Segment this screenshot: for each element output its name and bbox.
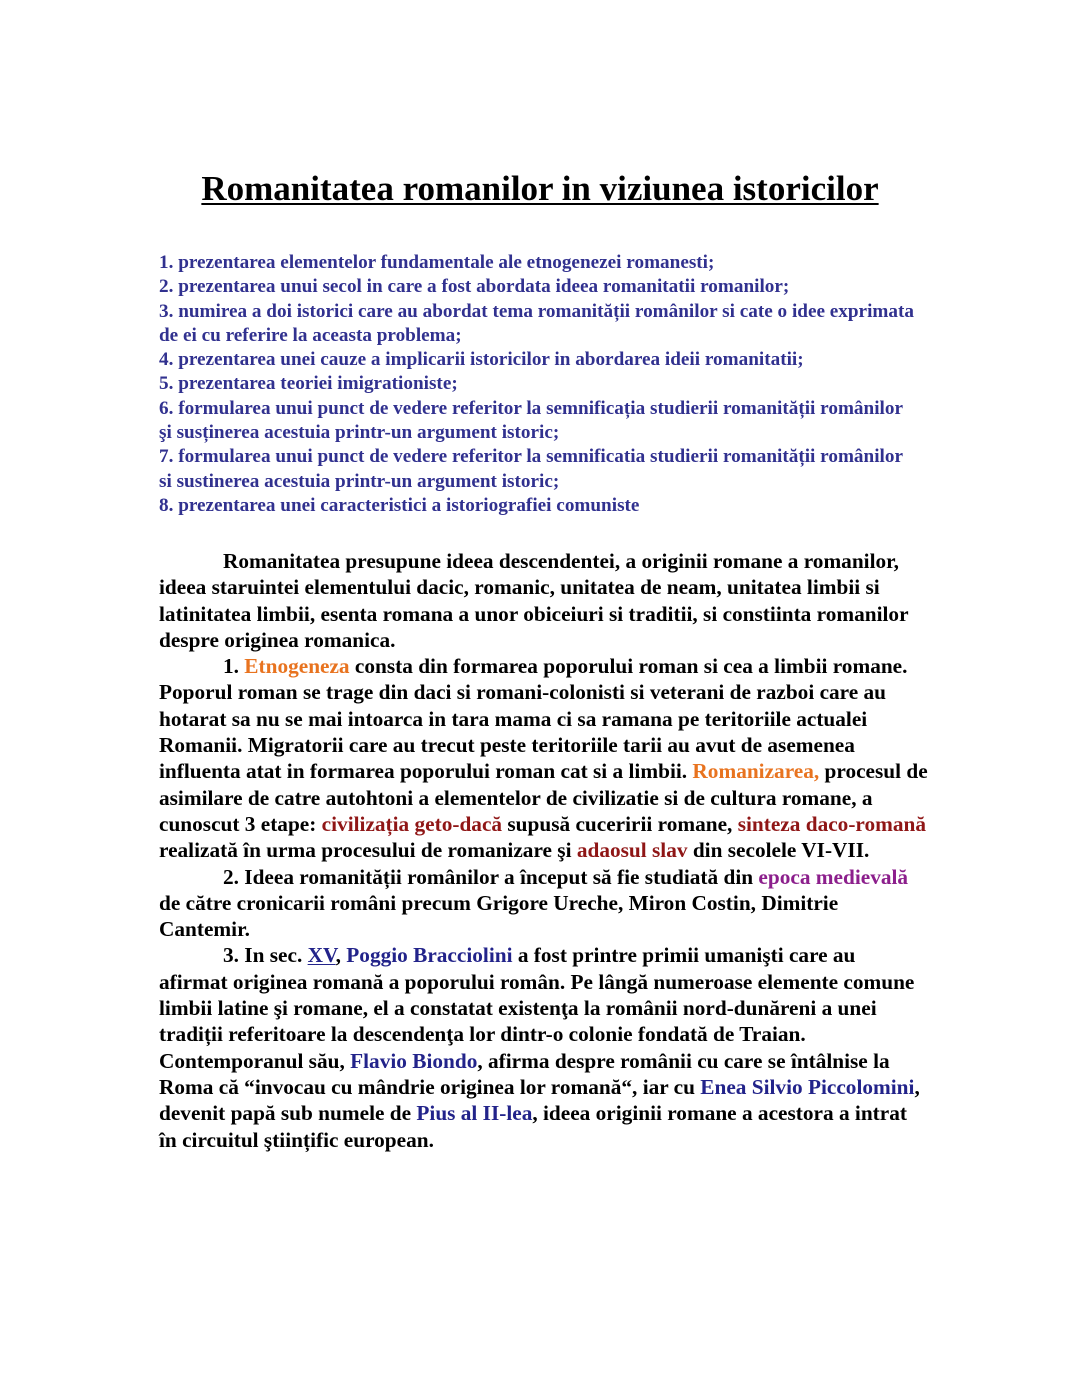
term-etnogeneza: Etnogeneza	[244, 654, 350, 679]
paragraph-umanisti	[159, 942, 929, 1152]
p1-text-1: consta din formarea poporului roman si cea a limbii romane. Poporul roman se trage din daci si romani-colonisti si veterani de razboi care au hotarat sa nu se mai intoarca in tara mama ci sa ramana pe teritoriile actualei Romanii. Migratorii care au trecut peste teritoriile tarii au avut de asemenea influenta atat in formarea poporului roman cat si a limbii.	[159, 654, 908, 784]
p2-text-1: 2. Ideea romanității românilor a început să fie studiată din	[223, 864, 759, 889]
p3-text-2: ,	[335, 943, 347, 968]
intro-paragraph: Romanitatea presupune ideea descendentei, a originii romane a romanilor, ideea staruintei elementului dacic, romanic, unitatea de neam, unitatea limbii si latinitatea limbii, esenta romana a unor obiceiuri si traditii, si constiinta romanilor despre originea romanica.	[159, 549, 909, 652]
p1-text-2: procesul de asimilare de catre autohtoni a elementelor de civilizatie si de cultura romane, a cunoscut 3 etape:	[159, 759, 928, 836]
p1-text-3: supusă cuceririi romane,	[502, 811, 738, 836]
p1-prefix: 1.	[223, 654, 245, 679]
term-epoca-medievala: epoca medievală	[758, 864, 909, 889]
name-pius-al-ii-lea: Pius al II-lea	[416, 1101, 533, 1126]
paragraph-epoca-medievala	[159, 864, 929, 943]
paragraph-etnogeneza	[159, 653, 929, 863]
term-adaosul-slav: adaosul slav	[576, 838, 688, 863]
p1-text-4: realizată în urma procesului de romanizare şi	[159, 838, 577, 863]
p3-text-1: 3. In sec.	[223, 943, 308, 968]
p1-text-5: din secolele VI-VII.	[687, 838, 870, 863]
p3-text-5: , devenit papă sub numele de	[159, 1074, 920, 1126]
task-item-5: 5. prezentarea teoriei imigrationiste;	[159, 373, 458, 395]
task-item-7: 7. formularea unui punct de vedere referitor la semnificatia studierii romanității românilor si sustinerea acestuia printr-un argument istoric;	[159, 446, 903, 492]
task-list	[159, 251, 919, 518]
p3-text-4: , afirma despre românii cu care se întâlnise la Roma că “invocau cu mândrie originea lor romană“, iar cu	[159, 1048, 890, 1099]
task-item-1: 1. prezentarea elementelor fundamentale ale etnogenezei romanesti;	[159, 252, 715, 273]
p3-text-3: a fost printre primii umanişti care au afirmat originea romană a poporului român. Pe lângă numeroase elemente comune limbii latine şi romane, el a constatat existenţa la românii nord-dunăreni a unei tradiții referitoare la descendenţa lor dintr-o colonie fondată de Traian. Contemporanul său,	[159, 943, 915, 1073]
term-geto-daca: civilizația geto-dacă	[321, 811, 503, 836]
link-secolul-xv[interactable]: XV	[307, 943, 336, 968]
task-item-8: 8. prezentarea unei caracteristici a istoriografiei comuniste	[159, 494, 640, 516]
p2-text-2: de către cronicarii români precum Grigore Ureche, Miron Costin, Dimitrie Cantemir.	[159, 890, 839, 942]
name-flavio-biondo: Flavio Biondo	[350, 1048, 478, 1073]
body-text	[159, 548, 929, 1153]
term-romanizarea: Romanizarea,	[692, 759, 820, 784]
task-item-4: 4. prezentarea unei cauze a implicarii istoricilor in abordarea ideii romanitatii;	[159, 349, 804, 371]
task-item-6: 6. formularea unui punct de vedere referitor la semnificația studierii romanității românilor şi susținerea acestuia printr-un argument istoric;	[159, 397, 903, 444]
name-poggio-bracciolini: Poggio Bracciolini	[346, 943, 513, 968]
name-enea-silvio-piccolomini: Enea Silvio Piccolomini	[700, 1074, 915, 1099]
task-item-3: 3. numirea a doi istorici care au abordat tema romanității românilor si cate o idee exprimata de ei cu referire la aceasta problema;	[159, 300, 914, 346]
term-sinteza-daco-romana: sinteza daco-romană	[737, 811, 927, 836]
page-title: Romanitatea romanilor in viziunea istoricilor	[201, 169, 879, 208]
p3-text-6: , ideea originii romane a acestora a intrat în circuitul ştiințific european.	[159, 1101, 907, 1152]
task-item-2: 2. prezentarea unui secol in care a fost abordata ideea romanitatii romanilor;	[159, 276, 790, 298]
